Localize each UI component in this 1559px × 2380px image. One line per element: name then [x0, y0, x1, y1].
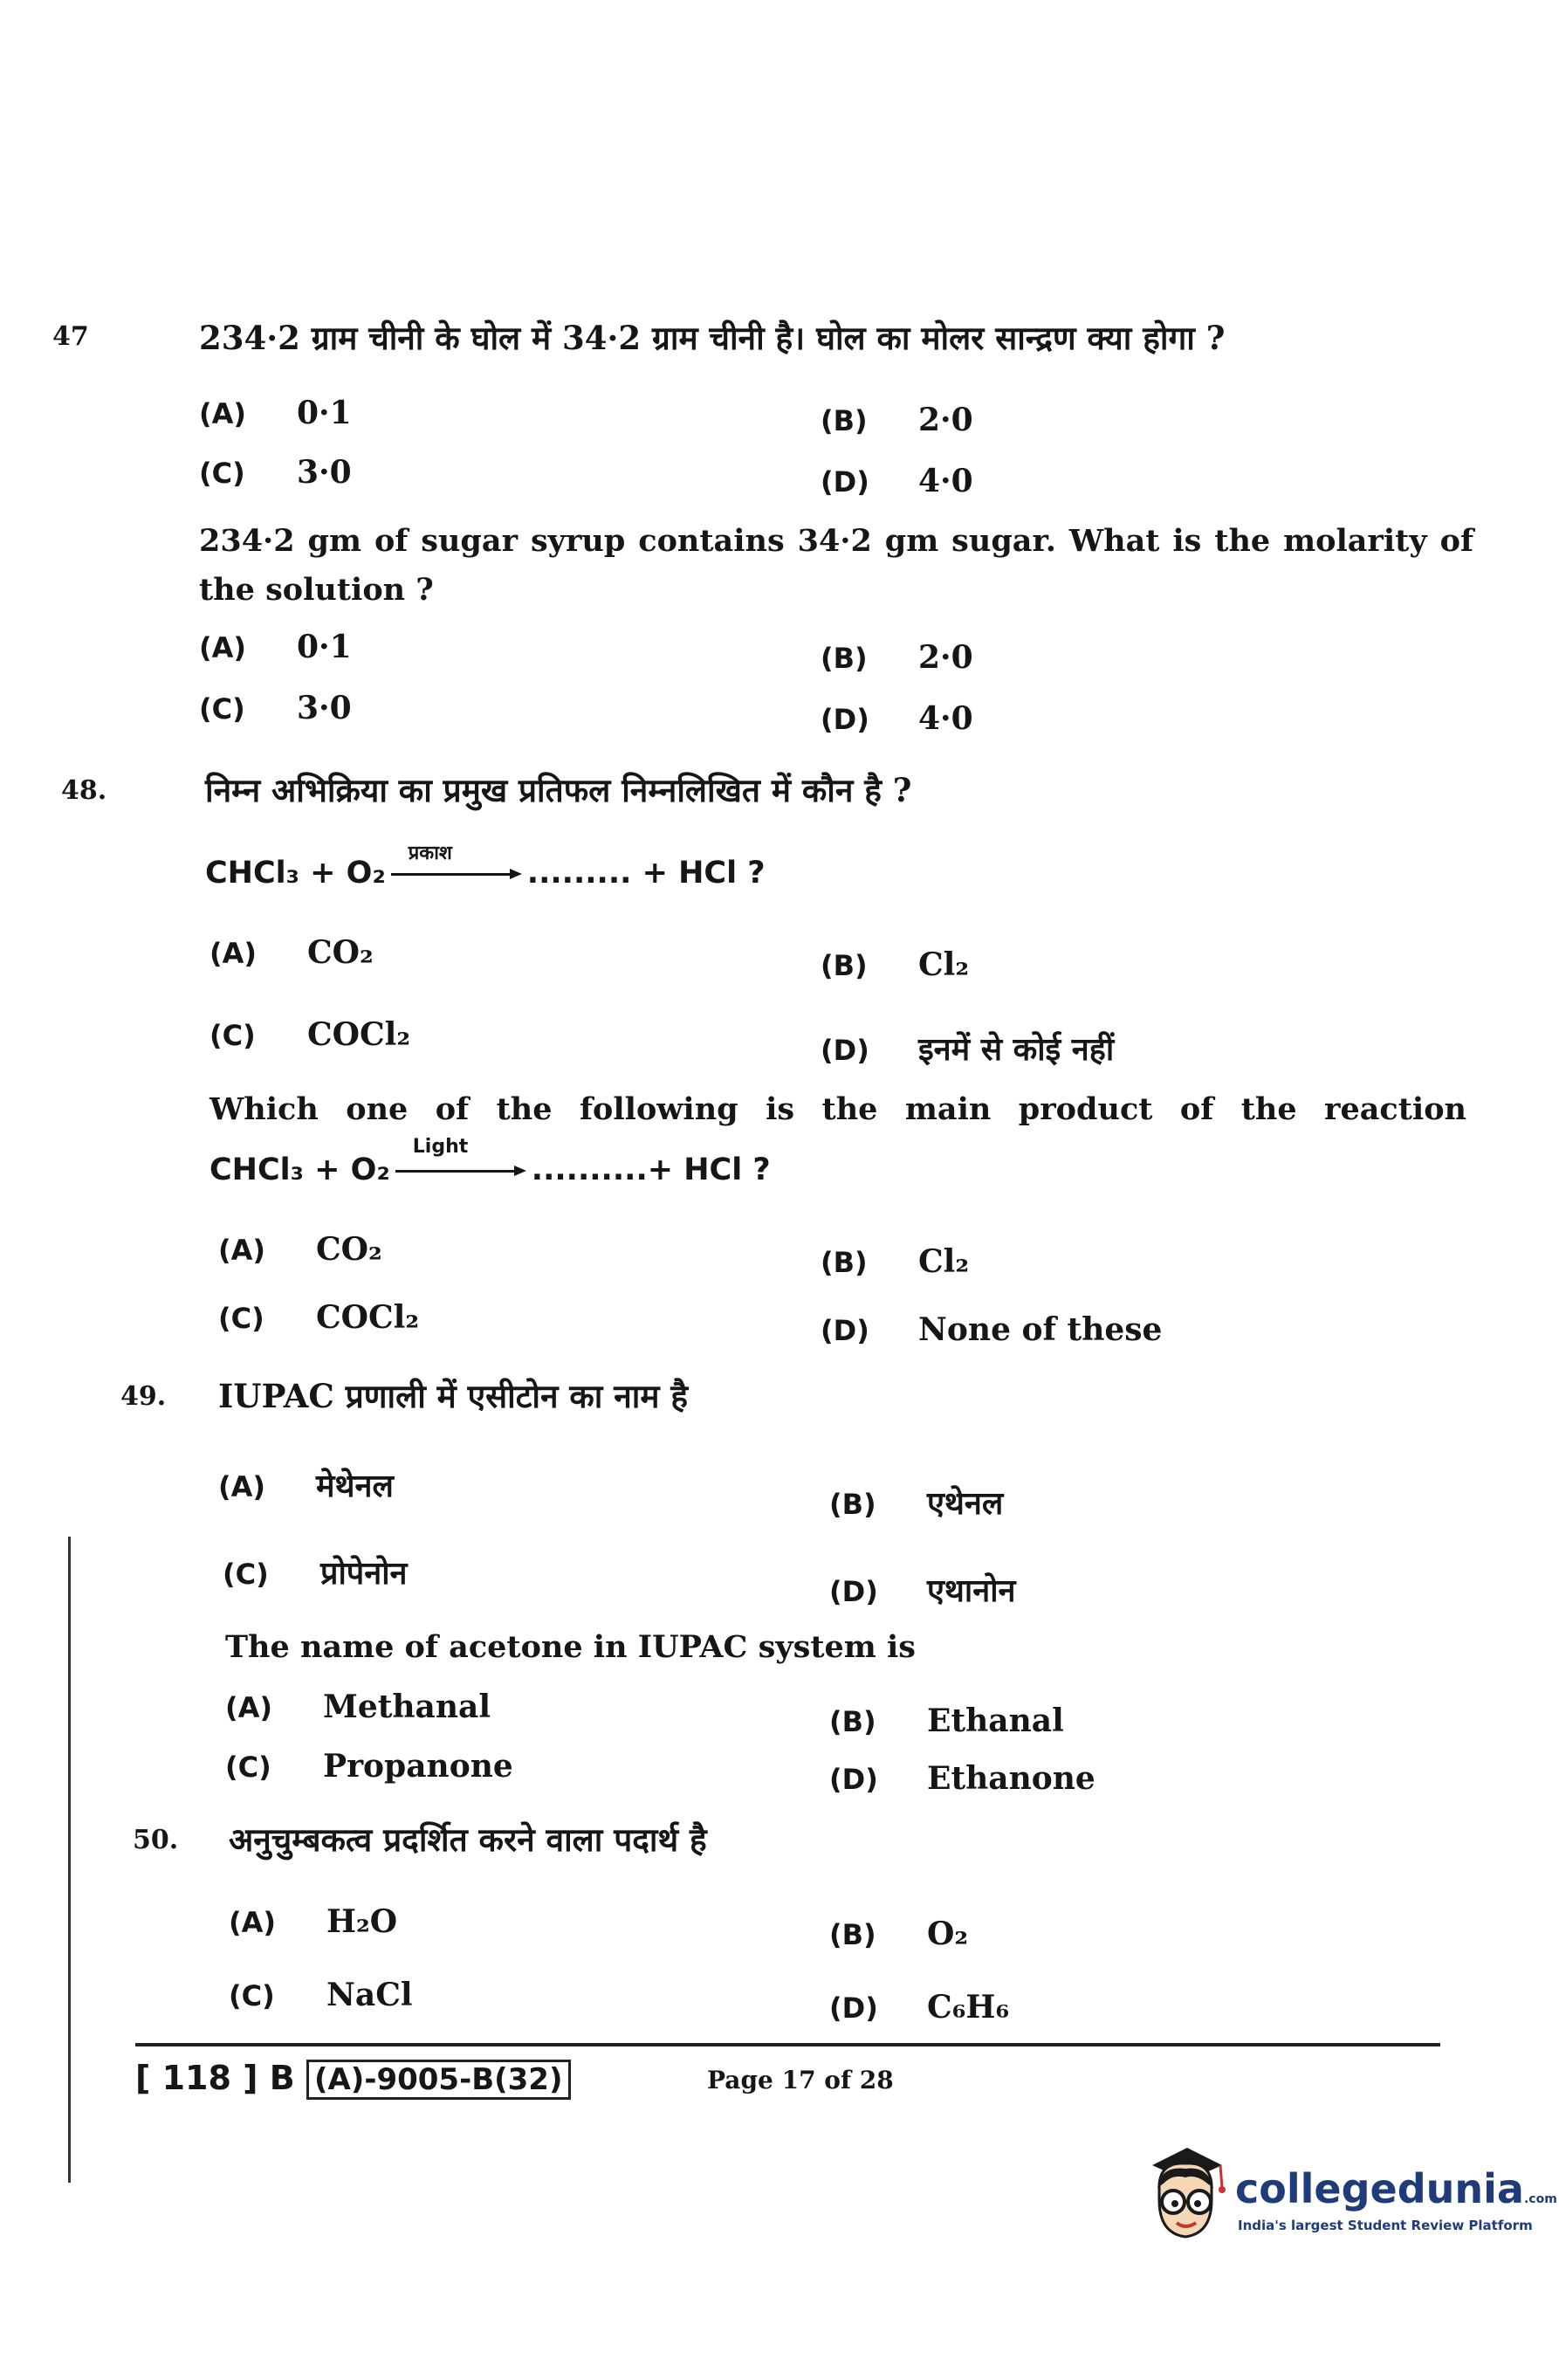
- question-text-hindi: अनुचुम्बकत्व प्रदर्शित करने वाला पदार्थ है: [229, 1820, 707, 1859]
- arrow-label: Light: [412, 1136, 469, 1158]
- mascot-icon: [1135, 2139, 1231, 2253]
- option-label: (A): [218, 1234, 266, 1267]
- brand-tagline: India's largest Student Review Platform: [1238, 2218, 1533, 2233]
- option-label: (B): [829, 1488, 876, 1521]
- option-text: Cl₂: [918, 1243, 970, 1280]
- option-label: (A): [199, 397, 247, 430]
- option-label: (D): [829, 1763, 878, 1796]
- question-number: 49.: [120, 1381, 167, 1412]
- option-text: O₂: [927, 1916, 969, 1952]
- option-a: [199, 395, 352, 431]
- option-text: COCl₂: [316, 1299, 420, 1336]
- question-number: 47: [52, 321, 89, 352]
- option-label: (B): [821, 949, 868, 982]
- option-d: [821, 700, 973, 737]
- option-label: (C): [225, 1751, 271, 1784]
- option-text: Cl₂: [918, 946, 970, 983]
- option-label: (C): [209, 1019, 256, 1052]
- option-d: [821, 1027, 1114, 1070]
- option-label: (B): [829, 1918, 876, 1951]
- option-text: 3·0: [297, 690, 352, 726]
- option-text: एथानोन: [927, 1572, 1016, 1609]
- option-b: [821, 402, 973, 438]
- option-text: Ethanone: [927, 1760, 1095, 1797]
- question-number: 48.: [61, 775, 107, 806]
- arrow-label: प्रकाश: [408, 843, 452, 864]
- option-label: (A): [199, 631, 247, 664]
- option-label: (D): [821, 703, 869, 736]
- question-text-hindi: IUPAC प्रणाली में एसीटोन का नाम है: [218, 1377, 689, 1415]
- paper-code-box: (A)-9005-B(32): [306, 2060, 571, 2100]
- option-b: [821, 639, 973, 676]
- option-text: 4·0: [918, 700, 973, 737]
- option-d: [829, 1760, 1095, 1797]
- option-label: (A): [218, 1470, 266, 1503]
- option-c: [218, 1299, 419, 1336]
- option-text: मेथेनल: [316, 1468, 394, 1504]
- option-text: None of these: [918, 1311, 1163, 1348]
- option-text: NaCl: [326, 1977, 413, 2013]
- option-label: (A): [225, 1691, 273, 1724]
- option-text: 0·1: [297, 629, 352, 665]
- option-label: (C): [218, 1302, 264, 1335]
- question-text-english: The name of acetone in IUPAC system is: [225, 1629, 917, 1665]
- paper-code: [135, 2059, 571, 2097]
- reaction-arrow-icon: [391, 843, 522, 879]
- question-text-english: 234·2 gm of sugar syrup contains 34·2 gm sugar. What is the molarity of the solution ?: [199, 523, 1473, 608]
- option-a: [199, 629, 352, 665]
- option-text: 0·1: [297, 395, 352, 431]
- option-c: [199, 454, 352, 491]
- option-label: (D): [829, 1575, 878, 1608]
- option-b: [821, 1243, 969, 1280]
- collegedunia-watermark: [1135, 2139, 1557, 2270]
- question-text-hindi: निम्न अभिक्रिया का प्रमुख प्रतिफल निम्नलिखित में कौन है ?: [205, 771, 912, 809]
- option-text: H₂O: [326, 1903, 398, 1940]
- option-d: [821, 463, 973, 499]
- option-label: (A): [209, 937, 258, 970]
- option-d: [829, 1568, 1016, 1611]
- option-c: [225, 1748, 513, 1785]
- scan-margin-line: [68, 1537, 71, 2183]
- option-label: (C): [223, 1558, 269, 1591]
- page-number: Page 17 of 28: [707, 2066, 894, 2095]
- option-text: Ethanal: [927, 1702, 1064, 1739]
- brand-suffix: .com: [1523, 2192, 1557, 2206]
- option-c: [209, 1016, 410, 1053]
- question-text-hindi: 234·2 ग्राम चीनी के घोल में 34·2 ग्राम चीनी है। घोल का मोलर सान्द्रण क्या होगा ?: [199, 319, 1226, 357]
- option-label: (D): [821, 465, 869, 499]
- option-label: (C): [199, 457, 245, 490]
- question-text-english: Which one of the following is the main product of the reaction: [209, 1091, 1466, 1127]
- products: ..........+ HCl ?: [531, 1152, 771, 1187]
- reactants: CHCl₃ + O₂: [209, 1152, 390, 1187]
- option-a: [218, 1463, 394, 1506]
- option-c: [199, 690, 352, 726]
- option-b: [829, 1916, 968, 1952]
- option-b: [821, 946, 969, 983]
- option-label: (D): [821, 1314, 869, 1347]
- option-label: (B): [829, 1705, 876, 1738]
- option-text: Propanone: [323, 1748, 513, 1785]
- reactants: CHCl₃ + O₂: [205, 856, 386, 891]
- option-text: प्रोपेनोन: [320, 1555, 408, 1592]
- option-label: (C): [229, 1979, 275, 2012]
- option-b: [829, 1702, 1064, 1739]
- option-c: [229, 1977, 413, 2013]
- question-number: 50.: [133, 1825, 179, 1855]
- option-text: 3·0: [297, 454, 352, 491]
- option-a: [229, 1903, 397, 1940]
- footer-rule: [135, 2043, 1440, 2046]
- option-c: [223, 1551, 408, 1593]
- reaction-equation-english: [209, 1136, 771, 1187]
- option-text: इनमें से कोई नहीं: [918, 1031, 1115, 1068]
- option-label: (C): [199, 692, 245, 726]
- option-a: [209, 934, 374, 971]
- option-text: एथेनल: [927, 1485, 1004, 1522]
- option-text: 2·0: [918, 639, 973, 676]
- products: ......... + HCl ?: [526, 856, 766, 891]
- paper-code-left: [ 118 ] B: [135, 2059, 295, 2097]
- option-d: [821, 1311, 1162, 1348]
- option-text: 2·0: [918, 402, 973, 438]
- brand-name: collegedunia: [1235, 2165, 1524, 2212]
- option-a: [218, 1231, 382, 1268]
- option-text: COCl₂: [307, 1016, 411, 1053]
- option-d: [829, 1989, 1009, 2026]
- option-label: (D): [821, 1034, 869, 1067]
- option-text: CO₂: [316, 1231, 382, 1268]
- option-b: [829, 1481, 1003, 1524]
- option-label: (B): [821, 404, 868, 437]
- option-text: CO₂: [307, 934, 374, 971]
- option-label: (B): [821, 1246, 868, 1279]
- option-text: Methanal: [323, 1689, 491, 1725]
- option-label: (A): [229, 1906, 277, 1939]
- reaction-equation-hindi: [205, 843, 766, 891]
- option-label: (D): [829, 1991, 878, 2025]
- reaction-arrow-icon: [395, 1136, 526, 1176]
- option-text: C₆H₆: [927, 1989, 1010, 2026]
- option-text: 4·0: [918, 463, 973, 499]
- option-label: (B): [821, 642, 868, 675]
- option-a: [225, 1689, 491, 1725]
